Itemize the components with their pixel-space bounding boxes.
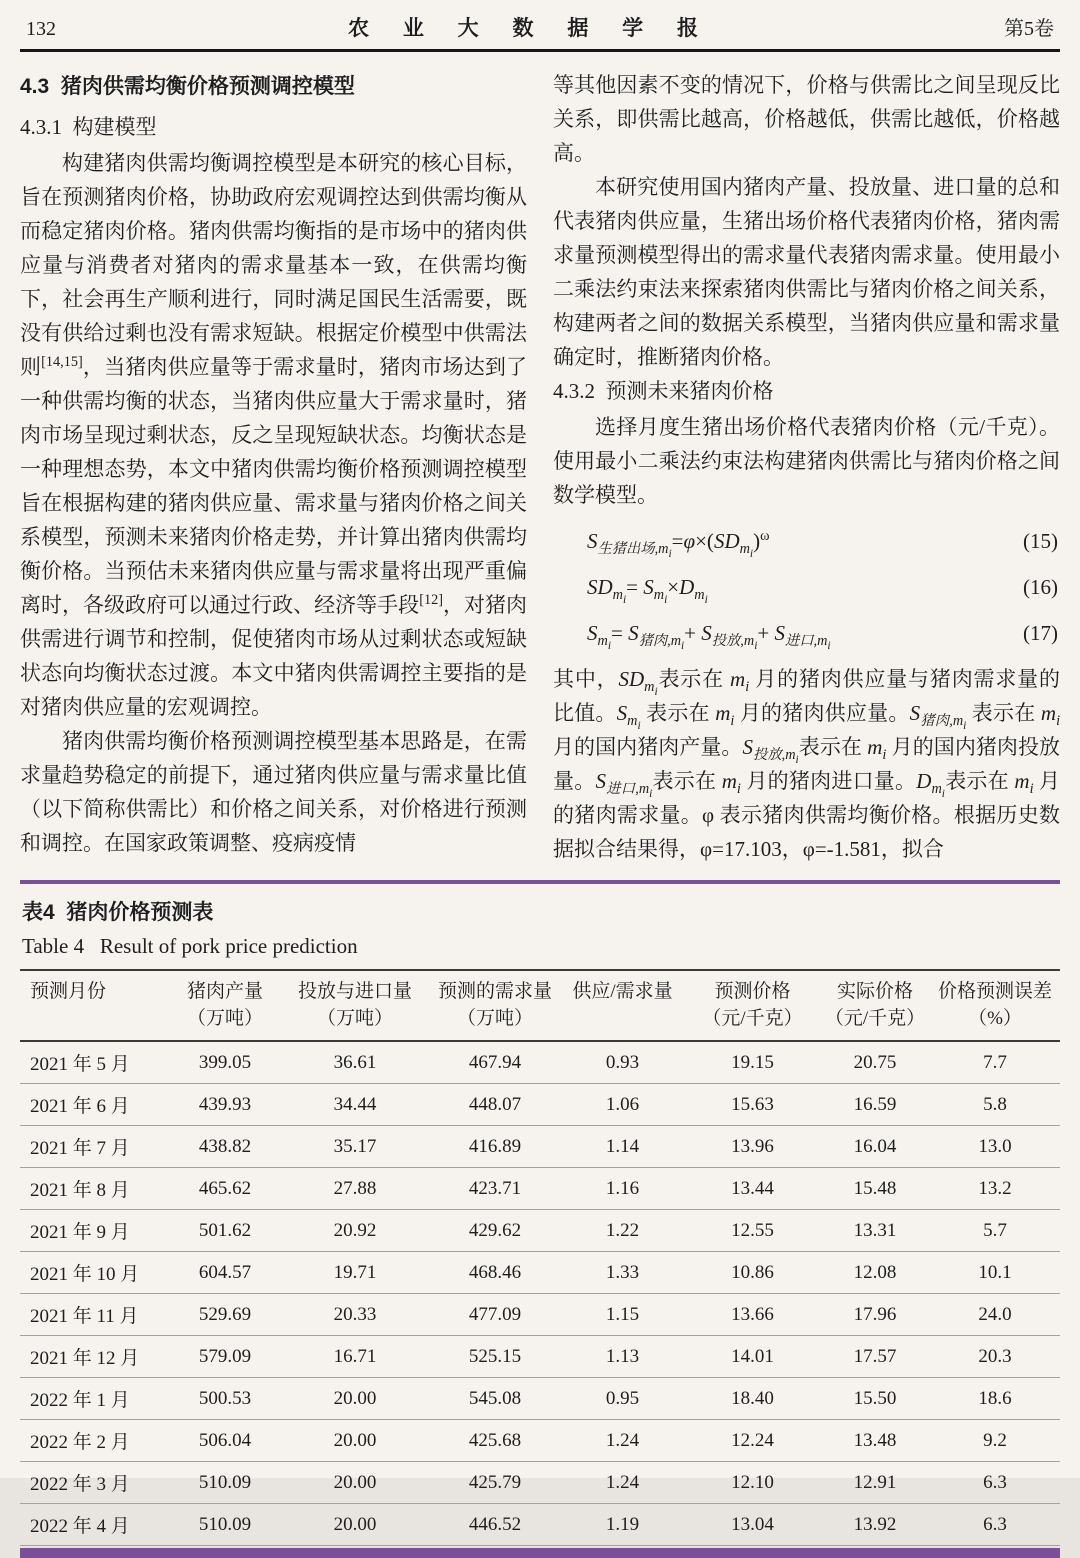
paragraph: 猪肉供需均衡价格预测调控模型基本思路是，在需求量趋势稳定的前提下，通过猪肉供应量与需求量比值（以下简称供需比）和价格之间关系，对价格进行预测和调控。在国家政策调整、疫病疫情 [20,729,527,855]
table-cell: 465.62 [198,1177,252,1199]
page-number: 132 [26,18,56,40]
table-cell: 0.93 [605,1051,640,1073]
table-cell: 2021 年 7 月 [30,1138,130,1159]
table-cell: 2021 年 6 月 [30,1096,130,1117]
table-row [20,1042,1060,1084]
table-cell: 14.01 [731,1345,774,1367]
price-prediction-table [20,969,1060,1546]
table-cell: 12.24 [731,1429,774,1451]
table-cell: 12.91 [853,1471,897,1493]
table-header-cell: 供应/需求量 [572,981,673,1002]
table-cell: 13.0 [978,1135,1012,1157]
table-cell: 20.33 [333,1303,377,1325]
table-cell: 20.75 [853,1051,897,1073]
table-row [20,1252,1060,1294]
equation-17 [553,616,1060,653]
table-cell: 20.00 [333,1513,377,1535]
table-caption-zh: 表4 猪肉价格预测表 [22,901,214,924]
table-cell: 501.62 [198,1219,252,1241]
table-cell: 506.04 [198,1429,252,1451]
table-cell: 579.09 [198,1345,252,1367]
table-cell: 604.57 [198,1261,252,1283]
table-cell: 510.09 [198,1513,252,1535]
table-cell: 12.10 [731,1471,774,1493]
table-cell: 1.19 [605,1513,640,1535]
table-cell: 2021 年 12 月 [30,1348,140,1369]
table-header-cell: 实际价格 （元/千克） [824,981,926,1029]
table-cell: 12.08 [853,1261,897,1283]
table-cell: 510.09 [198,1471,252,1493]
table-cell: 20.00 [333,1387,377,1409]
equation-number: (15) [1023,529,1058,553]
table-cell: 10.86 [731,1261,774,1283]
table-cell: 19.15 [731,1051,774,1073]
table-cell: 416.89 [468,1135,522,1157]
table-cell: 7.7 [983,1051,1007,1073]
paragraph: 选择月度生猪出场价格代表猪肉价格（元/千克）。使用最小二乘法约束法构建猪肉供需比与猪肉价格之间数学模型。 [553,415,1060,507]
paragraph: 其中，$SD_{m_i}$表示在 $m_i$ 月的猪肉供应量与猪肉需求量的比值。$S_{m_i}$ 表示在 $m_i$ 月的猪肉供应量。$S_{猪肉,m_i}$ 表示在 $m_i$ 月的国内猪肉产量。$S_{投放,m_i}$表示在 $m_i$ 月的国内猪肉投放量。$S_{进口,m_i}$表示在 $m_i$ 月的猪肉进口量。$D_{m_i}$表示在 $m_i$ 月的猪肉需求量。φ 表示猪肉供需均衡价格。根据历史数据拟合结果得，φ=17.103，φ=-1.581，拟合 [553,667,1061,861]
table-cell: 545.08 [468,1387,522,1409]
table-header-cell: 预测的需求量 （万吨） [437,981,552,1029]
volume-label: 第5卷 [1003,18,1054,40]
table-row [20,1210,1060,1252]
table-bottom-bar [20,1548,1060,1558]
table-header-cell: 预测月份 [30,981,107,1002]
table-cell: 13.31 [853,1219,897,1241]
table-cell: 16.59 [853,1093,897,1115]
table-cell: 1.15 [605,1303,640,1325]
table-header-cell: 投放与进口量 （万吨） [297,981,412,1029]
table-cell: 2021 年 9 月 [30,1222,130,1243]
equation-formula: $S_{生猪出场,m_i}=\varphi\times(SD_{m_i})^\omega$ [587,528,770,561]
table-cell: 18.6 [978,1387,1012,1409]
table-cell: 15.50 [853,1387,897,1409]
table-cell: 500.53 [198,1387,252,1409]
journal-title: 农 业 大 数 据 学 报 [347,17,712,40]
table-cell: 429.62 [468,1219,522,1241]
left-column [20,68,527,866]
table-cell: 19.71 [333,1261,377,1283]
table-cell: 20.92 [333,1219,377,1241]
table-cell: 1.16 [605,1177,640,1199]
equation-block [553,524,1060,653]
table-cell: 5.8 [983,1093,1007,1115]
section-heading-4-3: 4.3 猪肉供需均衡价格预测调控模型 [20,75,355,98]
table-row [20,1294,1060,1336]
subsection-heading-4-3-1: 4.3.1 构建模型 [20,115,157,139]
equation-number: (16) [1023,575,1058,599]
table-cell: 0.95 [605,1387,640,1409]
table-top-rule [20,880,1060,884]
equation-formula: $SD_{m_i}= S_{m_i}\times D_{m_i}$ [587,575,708,607]
table-cell: 529.69 [198,1303,252,1325]
table-cell: 2021 年 11 月 [30,1306,139,1327]
table-cell: 15.48 [853,1177,897,1199]
table-cell: 6.3 [983,1471,1007,1493]
table-cell: 16.04 [853,1135,897,1157]
table-cell: 34.44 [333,1093,377,1115]
table-row [20,1462,1060,1504]
table-cell: 12.55 [731,1219,774,1241]
paragraph: 构建猪肉供需均衡调控模型是本研究的核心目标，旨在预测猪肉价格，协助政府宏观调控达到供需均衡从而稳定猪肉价格。猪肉供需均衡指的是市场中的猪肉供应量与消费者对猪肉的需求量基本一致，在供需均衡下，社会再生产顺利进行，同时满足国民生活需要，既没有供给过剩也没有需求短缺。根据定价模型中供需法则[14,15]，当猪肉供应量等于需求量时，猪肉市场达到了一种供需均衡的状态，当猪肉供应量大于需求量时，猪肉市场呈现过剩状态，反之呈现短缺状态。均衡状态是一种理想态势，本文中猪肉供需均衡价格预测调控模型旨在根据构建的猪肉供应量、需求量与猪肉价格之间关系模型，预测未来猪肉价格走势，并计算出猪肉供需均衡价格。当预估未来猪肉供应量与需求量将出现严重偏离时，各级政府可以通过行政、经济等手段[12]，对猪肉供需进行调节和控制，促使猪肉市场从过剩状态或短缺状态向均衡状态过渡。本文中猪肉供需调控主要指的是对猪肉供应量的宏观调控。 [20,151,528,719]
table-cell: 24.0 [978,1303,1012,1325]
table-cell: 2022 年 4 月 [30,1516,130,1537]
table-cell: 13.04 [731,1513,774,1535]
table-cell: 17.96 [853,1303,897,1325]
equation-formula: $S_{m_i}= S_{猪肉,m_i}+ S_{投放,m_i}+ S_{进口,m_i}$ [587,621,831,653]
table-row [20,1336,1060,1378]
table-row [20,1168,1060,1210]
paragraph: 等其他因素不变的情况下，价格与供需比之间呈现反比关系，即供需比越高，价格越低，供需比越低，价格越高。 [553,73,1060,165]
equation-15 [553,524,1060,561]
table-cell: 448.07 [468,1093,522,1115]
table-cell: 35.17 [333,1135,377,1157]
table-cell: 468.46 [468,1261,522,1283]
article-body [0,52,1080,866]
table-cell: 18.40 [731,1387,774,1409]
table-cell: 20.00 [333,1471,377,1493]
table-cell: 1.06 [605,1093,640,1115]
table-cell: 1.33 [605,1261,640,1283]
table-cell: 15.63 [731,1093,774,1115]
table-cell: 13.92 [853,1513,897,1535]
table-cell: 2021 年 5 月 [30,1054,130,1075]
table-cell: 399.05 [198,1051,252,1073]
table-cell: 2022 年 1 月 [30,1390,130,1411]
table-row [20,1504,1060,1546]
table-cell: 423.71 [468,1177,522,1199]
table-cell: 1.24 [605,1429,640,1451]
table-cell: 446.52 [468,1513,522,1535]
table-cell: 5.7 [983,1219,1007,1241]
table-row [20,1084,1060,1126]
table-cell: 1.13 [605,1345,640,1367]
table-cell: 20.3 [978,1345,1012,1367]
table-cell: 13.96 [731,1135,774,1157]
table-cell: 16.71 [333,1345,377,1367]
table-header-row [20,971,1060,1042]
table-cell: 467.94 [468,1051,522,1073]
paragraph: 本研究使用国内猪肉产量、投放量、进口量的总和代表猪肉供应量，生猪出场价格代表猪肉价格，猪肉需求量预测模型得出的需求量代表猪肉需求量。使用最小二乘法约束法来探索猪肉供需比与猪肉价格之间关系，构建两者之间的数据关系模型，当猪肉供应量和需求量确定时，推断猪肉价格。 [553,175,1060,369]
table-cell: 10.1 [978,1261,1012,1283]
table-cell: 13.2 [978,1177,1012,1199]
table-cell: 6.3 [983,1513,1007,1535]
table-body [20,1042,1060,1546]
table-cell: 2021 年 10 月 [30,1264,140,1285]
equation-number: (17) [1023,621,1058,645]
table-cell: 438.82 [198,1135,252,1157]
table-caption-en: Table 4 Result of pork price prediction [22,934,358,958]
table-cell: 2022 年 3 月 [30,1474,130,1495]
table-cell: 13.66 [731,1303,774,1325]
table-cell: 525.15 [468,1345,522,1367]
table-cell: 13.48 [853,1429,897,1451]
equation-16 [553,570,1060,607]
right-column [553,68,1060,866]
table-row [20,1126,1060,1168]
table-cell: 27.88 [333,1177,377,1199]
table-cell: 477.09 [468,1303,522,1325]
table-cell: 439.93 [198,1093,252,1115]
table-cell: 2021 年 8 月 [30,1180,130,1201]
table-section [20,880,1060,1558]
table-header-cell: 预测价格 （元/千克） [702,981,803,1029]
table-header-cell: 猪肉产量 （万吨） [186,981,263,1029]
table-cell: 9.2 [983,1429,1007,1451]
table-cell: 17.57 [853,1345,897,1367]
table-cell: 1.24 [605,1471,640,1493]
table-cell: 425.68 [468,1429,522,1451]
table-cell: 36.61 [333,1051,377,1073]
table-header-cell: 价格预测误差 （%） [937,981,1052,1029]
table-cell: 13.44 [731,1177,774,1199]
table-cell: 425.79 [468,1471,522,1493]
table-cell: 20.00 [333,1429,377,1451]
running-head [0,0,1080,42]
table-row [20,1378,1060,1420]
table-cell: 1.22 [605,1219,640,1241]
table-row [20,1420,1060,1462]
table-cell: 2022 年 2 月 [30,1432,130,1453]
subsection-heading-4-3-2: 4.3.2 预测未来猪肉价格 [553,379,774,403]
table-cell: 1.14 [605,1135,640,1157]
